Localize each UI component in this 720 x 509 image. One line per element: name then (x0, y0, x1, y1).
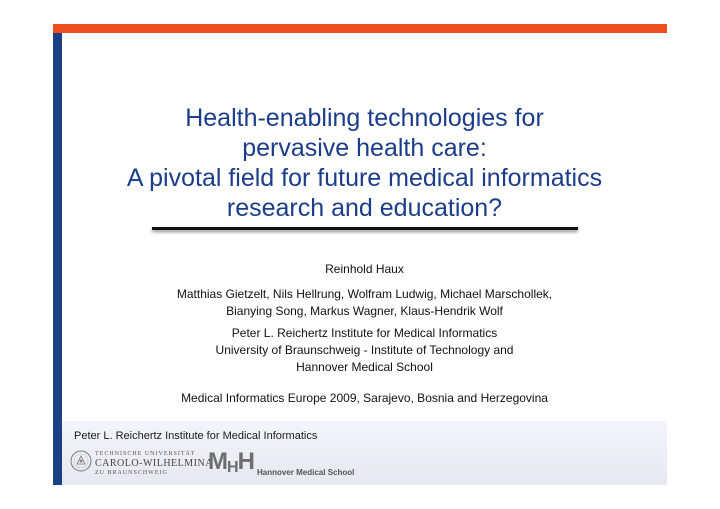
footer-label: Peter L. Reichertz Institute for Medical Informatics (74, 430, 318, 442)
coauthors-line-1: Matthias Gietzelt, Nils Hellrung, Wolfram Ludwig, Michael Marschollek, (176, 287, 553, 301)
title-divider (152, 227, 578, 230)
presenter (62, 261, 667, 278)
conference (62, 390, 667, 407)
title-line-1: Health-enabling technologies for (185, 104, 544, 132)
tu-logo-line-2: CAROLO-WILHELMINA (95, 458, 213, 469)
mhh-mark-h: H (237, 448, 254, 475)
seal-icon (70, 450, 92, 472)
footer (62, 421, 667, 485)
title-line-2: pervasive health care: (242, 134, 487, 162)
mhh-mark-m: M (208, 448, 227, 475)
coauthors-line-2: Bianying Song, Markus Wagner, Klaus-Hendrik Wolf (226, 304, 503, 318)
affiliation-line-3: Hannover Medical School (296, 360, 433, 374)
mhh-logo-mark (208, 450, 254, 480)
conference-line: Medical Informatics Europe 2009, Sarajevo, Bosnia and Herzegovina (181, 391, 548, 405)
coauthors (62, 286, 667, 320)
tu-logo-line-1: TECHNISCHE UNIVERSITÄT (95, 451, 196, 457)
mhh-mark-h-small: H (227, 459, 238, 476)
affiliation-line-2: University of Braunschweig - Institute of Technology and (215, 343, 514, 357)
tu-logo (95, 450, 213, 477)
presenter-name: Reinhold Haux (325, 262, 404, 276)
affiliation-line-1: Peter L. Reichertz Institute for Medical Informatics (231, 326, 498, 340)
affiliation (62, 325, 667, 376)
title-line-4: research and education? (226, 194, 503, 222)
tu-logo-line-3: ZU BRAUNSCHWEIG (95, 470, 168, 476)
title-line-3: A pivotal field for future medical informatics (126, 164, 603, 192)
left-accent-bar (53, 33, 62, 485)
mhh-logo-name: Hannover Medical School (257, 468, 355, 477)
top-accent-bar (53, 24, 667, 33)
slide-title (62, 103, 667, 223)
